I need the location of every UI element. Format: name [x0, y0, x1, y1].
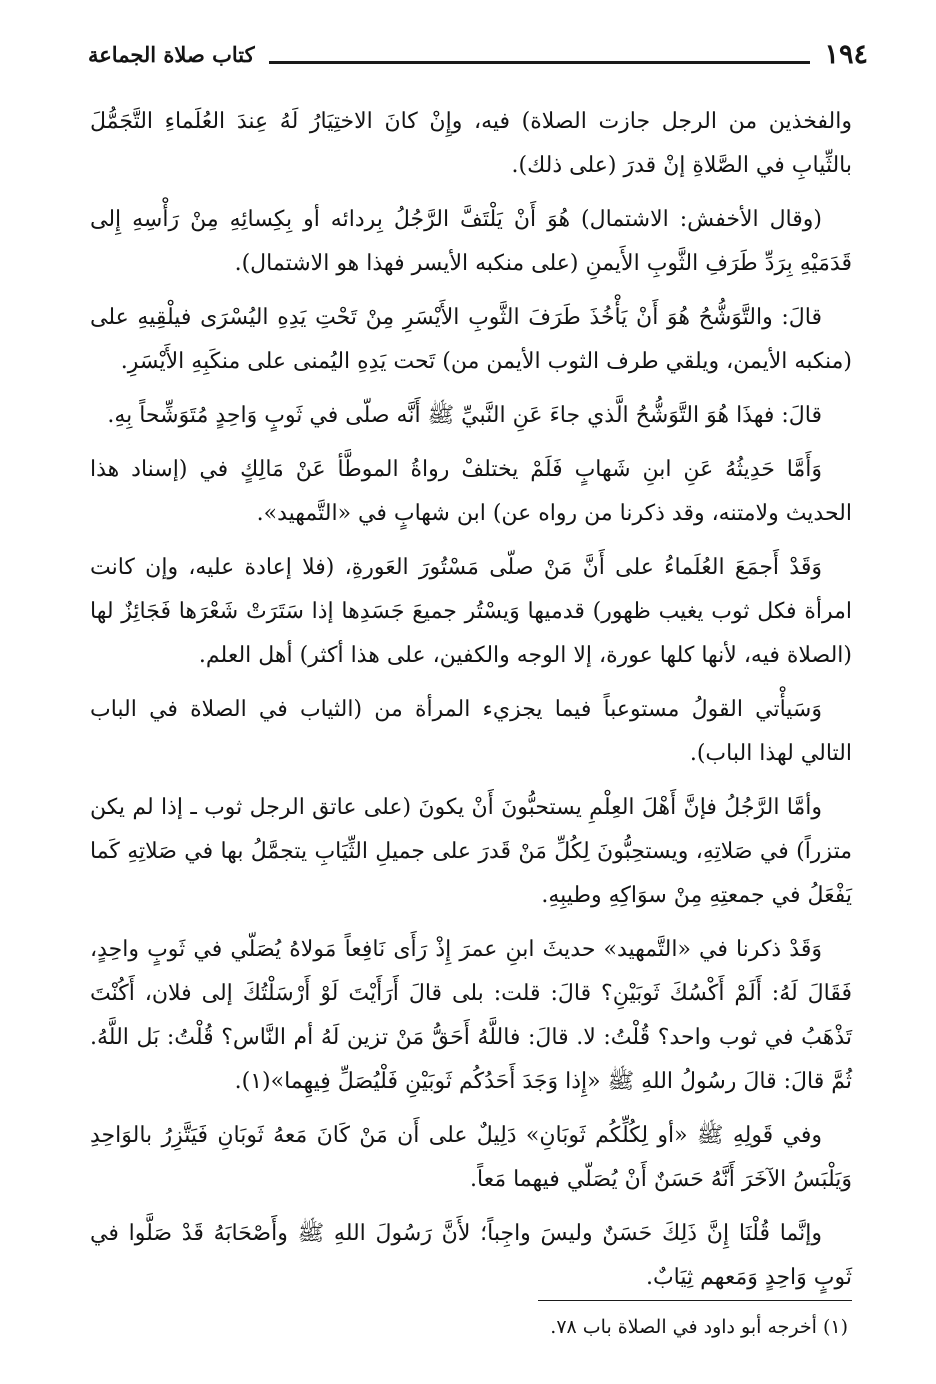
paragraph: قالَ: فهذَا هُوَ التَّوَشُّحُ الَّذي جاءَ عَنِ النَّبيِّ ﷺ أَنَّه صلّى في ثَوبٍ وَاحِدٍ مُتَوَشِّحاً بِهِ.	[107, 403, 822, 428]
header-rule	[269, 61, 811, 64]
footnote: (١) أخرجه أبو داود في الصلاة باب ٧٨.	[550, 1316, 848, 1338]
page-number: ١٩٤	[824, 38, 868, 70]
paragraph: وَسَيأْتي القولُ مستوعباً فيما يجزيء المرأة من (الثياب في الصلاة في الباب التالي لهذا الباب).	[90, 697, 852, 766]
paragraph: وَأَمَّا حَدِيثُهُ عَنِ ابنِ شَهابٍ فَلَمْ يختلفْ رواةُ الموطَّأ عَنْ مَالِكٍ في (إسناد هذا الحديث ولامتنه، وقد ذكرنا من رواه عن) ابن شهابٍ في «التَّمهيد».	[90, 457, 852, 526]
main-text	[90, 100, 852, 1310]
paragraph: وَقَدْ أَجمَعَ العُلَماءُ على أَنَّ مَنْ صلّى مَسْتُورَ العَورةِ، (فلا إعادة عليه، وإن كانت امرأة فكل ثوب يغيب ظهور) قدميها وَيسْتُر جميعَ جَسَدِها إذا سَتَرَتْ شَعْرَها فَجَائِزٌ لها (الصلاة فيه، لأنها كلها عورة، إلا الوجه والكفين، على هذا أكثر) أهل العلم.	[90, 555, 852, 668]
paragraph: وفي قَولِهِ ﷺ «أو لِكُلِّكُم ثَوبَانِ» دَلِيلٌ على أَن مَنْ كَانَ مَعهُ ثَوبَانِ فَيَتَّزِرُ بالوَاحِدِ وَيَلْبَسُ الآخَرَ أَنَّهُ حَسَنٌ أَنْ يُصَلّي فيهما مَعاً.	[90, 1123, 852, 1192]
paragraph: والفخذين من الرجل جازت الصلاة) فيه، وإِنْ كانَ الاختِيَارُ لَهُ عِندَ العُلَماءِ التَّجَمُّلَ بالثِّيابِ في الصَّلاةِ إنْ قدرَ (على ذلك).	[90, 109, 852, 178]
paragraph: وإنَّما قُلْنَا إِنَّ ذَلِكَ حَسَنٌ وليسَ واجِباً؛ لأَنَّ رَسُولَ اللهِ ﷺ وأَصْحَابَهُ قَدْ صَلَّوا في ثَوبٍ وَاحِدٍ وَمَعهم ثِيَابٌ.	[90, 1221, 852, 1290]
running-header	[88, 34, 868, 74]
paragraph: وَقَدْ ذكرنا في «التَّمهيد» حديثَ ابنِ عمرَ إِذْ رَأَى نَافِعاً مَولاهُ يُصَلّي في ثَوبٍ واحِدٍ، فَقَالَ لَهُ: أَلَمْ أَكْسُكَ ثَوبَيْنِ؟ قالَ: قلت: بلى قالَ أَرَأَيْتَ لَوْ أَرْسَلْتُكَ إلى فلان، أَكُنْتَ تَذْهَبُ في ثوب واحد؟ قُلْتُ: لا. قالَ: فاللَّهُ أَحَقُّ مَنْ تزين لَهُ أم النَّاس؟ قُلْتُ: بَل اللَّهُ. ثُمَّ قالَ: قالَ رسُولُ اللهِ ﷺ «إِذا وَجَدَ أَحَدُكُم ثَوبَيْنِ فَلْيُصَلِّ فِيهِما»(١).	[90, 937, 852, 1094]
paragraph: (وقال الأخفش: الاشتمال) هُوَ أَنْ يَلْتَفَّ الرَّجُلُ بِردائه أو بِكِسائِهِ مِنْ رَأْسِهِ إِلى قَدَمَيْهِ بِرَدِّ طَرَفِ الثَّوبِ الأَيمنِ (على منكبه الأيسر فهذا هو الاشتمال).	[90, 207, 852, 276]
paragraph: قالَ: والتَّوَشُّحُ هُوَ أَنْ يَأْخُذَ طَرَفَ الثَّوبِ الأَيْسَرِ مِنْ تَحْتِ يَدِهِ اليُسْرَى فيلْقِيهِ على (منكبه الأيمن، ويلقي طرف الثوب الأيمن من) تَحت يَدِهِ اليُمنى على منكَبِهِ الأَيْسَرِ.	[90, 305, 852, 374]
book-title: كتاب صلاة الجماعة	[88, 41, 255, 67]
paragraph: وأمَّا الرَّجُلُ فإنَّ أَهْلَ العِلْمِ يستحبُّونَ أَنْ يكونَ (على عاتق الرجل ثوب ـ إذا لم يكن متزراً) في صَلاتِهِ، ويستحِبُّونَ لِكُلِّ مَنْ قَدرَ على جميلِ الثِّيَابِ يتجمَّلُ بها في صَلاتِهِ كَما يَفْعَلُ في جمعتِهِ مِنْ سوَاكِهِ وطيبِهِ.	[90, 795, 852, 908]
footnote-divider	[538, 1300, 852, 1301]
